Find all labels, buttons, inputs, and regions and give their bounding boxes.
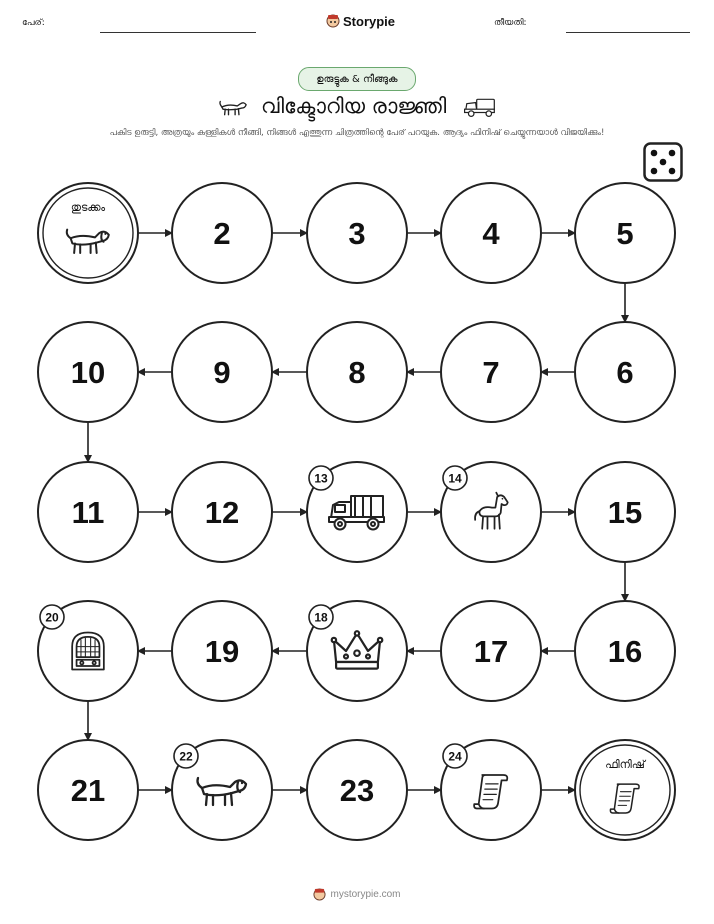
board-space-6[interactable] [575,322,675,422]
board-space-17[interactable] [441,601,541,701]
board-space-16[interactable] [575,601,675,701]
space-number: 10 [70,355,106,390]
board-space-7[interactable] [441,322,541,422]
space-number: 5 [616,216,634,251]
space-number: 9 [213,355,231,390]
space-number: 17 [473,634,509,669]
space-number: 2 [213,216,231,251]
space-number: 3 [348,216,366,251]
board-space-15[interactable] [575,462,675,562]
board-space-23[interactable] [307,740,407,840]
name-label: പേര്: [22,18,45,28]
board-space-20[interactable] [38,601,138,701]
board-space-4[interactable] [441,183,541,283]
space-number: 15 [607,495,643,530]
board-space-18[interactable] [307,601,407,701]
board-space-12[interactable] [172,462,272,562]
date-label: തീയതി: [494,18,527,28]
board-space-24[interactable] [441,740,541,840]
activity-pill: ഉരുട്ടുക & നീങ്ങുക [298,67,416,91]
board-space-11[interactable] [38,462,138,562]
space-number: 11 [71,495,105,530]
board-space-5[interactable] [575,183,675,283]
space-number: 24 [448,749,462,764]
board-space-10[interactable] [38,322,138,422]
board-space-22[interactable] [172,740,272,840]
space-number: 8 [348,355,366,390]
space-number: 12 [204,495,240,530]
space-number: 20 [45,610,59,625]
storypie-mascot-icon [313,887,326,902]
board-space-21[interactable] [38,740,138,840]
board-space-13[interactable] [307,462,407,562]
footer-url[interactable]: mystorypie.com [330,889,401,900]
finish-label: ഫിനിഷ് [605,758,645,771]
board-space-9[interactable] [172,322,272,422]
space-number: 14 [448,471,462,486]
instructions: പകിട ഉരുട്ടി, അത്രയും കള്ളികൾ നീങ്ങി, നിങ്ങൾ എത്തുന്ന ചിത്രത്തിന്റെ പേര് പറയുക. ആദ്യം ഫിനിഷ് ചെയ്യുന്നയാൾ വിജയിക്കും! [109,128,605,138]
brand-name: Storypie [343,13,396,29]
board-space-14[interactable] [441,462,541,562]
board-space-2[interactable] [172,183,272,283]
start-label: തുടക്കം [70,201,106,214]
space-number: 13 [314,471,328,486]
space-number: 16 [607,634,643,669]
space-number: 23 [339,773,375,808]
space-number: 22 [179,749,193,764]
board-space-8[interactable] [307,322,407,422]
title-text: വിക്ടോറിയ രാജ്ഞി [261,94,447,118]
board-space-19[interactable] [172,601,272,701]
space-number: 18 [314,610,328,625]
space-number: 21 [70,773,106,808]
space-number: 7 [482,355,500,390]
finish-space[interactable] [575,740,675,840]
space-number: 6 [616,355,634,390]
radio-icon [72,633,104,670]
footer [0,887,714,902]
start-space[interactable] [38,183,138,283]
board-space-3[interactable] [307,183,407,283]
space-number: 19 [204,634,240,669]
space-number: 4 [482,216,500,251]
